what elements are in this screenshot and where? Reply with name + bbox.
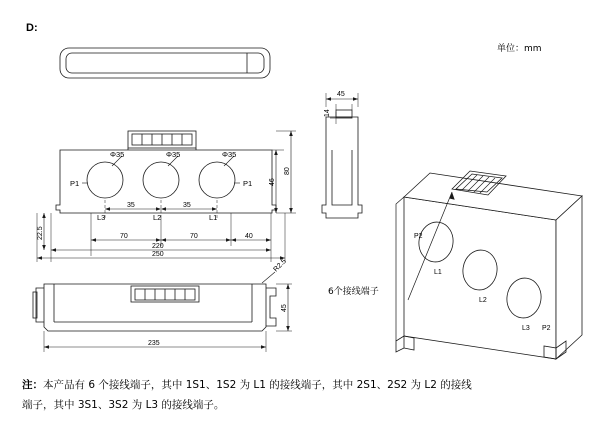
dim-width-outer: 250 bbox=[152, 251, 164, 258]
dim-side-width: 45 bbox=[337, 91, 345, 98]
bottom-view bbox=[33, 272, 292, 352]
terminal-callout-label: 6个接线端子 bbox=[328, 287, 379, 297]
iso-label-p2-right: P2 bbox=[542, 325, 551, 332]
iso-label-l1: L1 bbox=[434, 269, 442, 276]
dim-side-thickness: 14 bbox=[324, 109, 331, 117]
phase-label-l3: L3 bbox=[97, 213, 106, 222]
dim-pitch-left: 35 bbox=[127, 202, 135, 209]
dim-bottom-height: 45 bbox=[281, 304, 288, 312]
hole-dia-label-l2: Φ35 bbox=[166, 150, 181, 159]
note-line-1 bbox=[22, 375, 582, 395]
iso-label-l3: L3 bbox=[522, 325, 530, 332]
iso-label-l2: L2 bbox=[479, 297, 487, 304]
dim-height-inner: 46 bbox=[269, 178, 276, 186]
dim-left-offset: 22.5 bbox=[37, 226, 44, 240]
note-line-2: 端子，其中 3S1、3S2 为 L3 的接线端子。 bbox=[22, 399, 225, 411]
hole-dia-label-l1: Φ35 bbox=[222, 150, 237, 159]
dim-inner-left: 70 bbox=[120, 233, 128, 240]
top-view bbox=[60, 48, 270, 78]
dim-height-outer: 80 bbox=[284, 167, 291, 175]
page-label: D: bbox=[26, 22, 38, 34]
note-text-1: 本产品有 6 个接线端子，其中 1S1、1S2 为 L1 的接线端子，其中 2S1、2S2 为 L2 的接线 bbox=[43, 379, 472, 391]
polarity-label-left: P1 bbox=[70, 179, 80, 188]
dim-width-inner: 220 bbox=[152, 243, 164, 250]
polarity-label-right: P1 bbox=[243, 179, 253, 188]
note-block bbox=[22, 375, 582, 415]
dim-inner-right: 70 bbox=[190, 233, 198, 240]
dim-edge-right: 40 bbox=[245, 233, 253, 240]
isometric-view bbox=[396, 171, 582, 359]
note-prefix: 注： bbox=[22, 379, 43, 391]
dim-bottom-length: 235 bbox=[148, 340, 160, 347]
unit-label: 单位：mm bbox=[497, 44, 542, 54]
iso-label-p2-left: P2 bbox=[414, 233, 423, 240]
phase-label-l1: L1 bbox=[209, 213, 218, 222]
dim-pitch-right: 35 bbox=[183, 202, 191, 209]
phase-label-l2: L2 bbox=[153, 213, 162, 222]
dim-corner-radius: R2.5 bbox=[272, 258, 288, 274]
hole-dia-label-l3: Φ35 bbox=[110, 150, 125, 159]
